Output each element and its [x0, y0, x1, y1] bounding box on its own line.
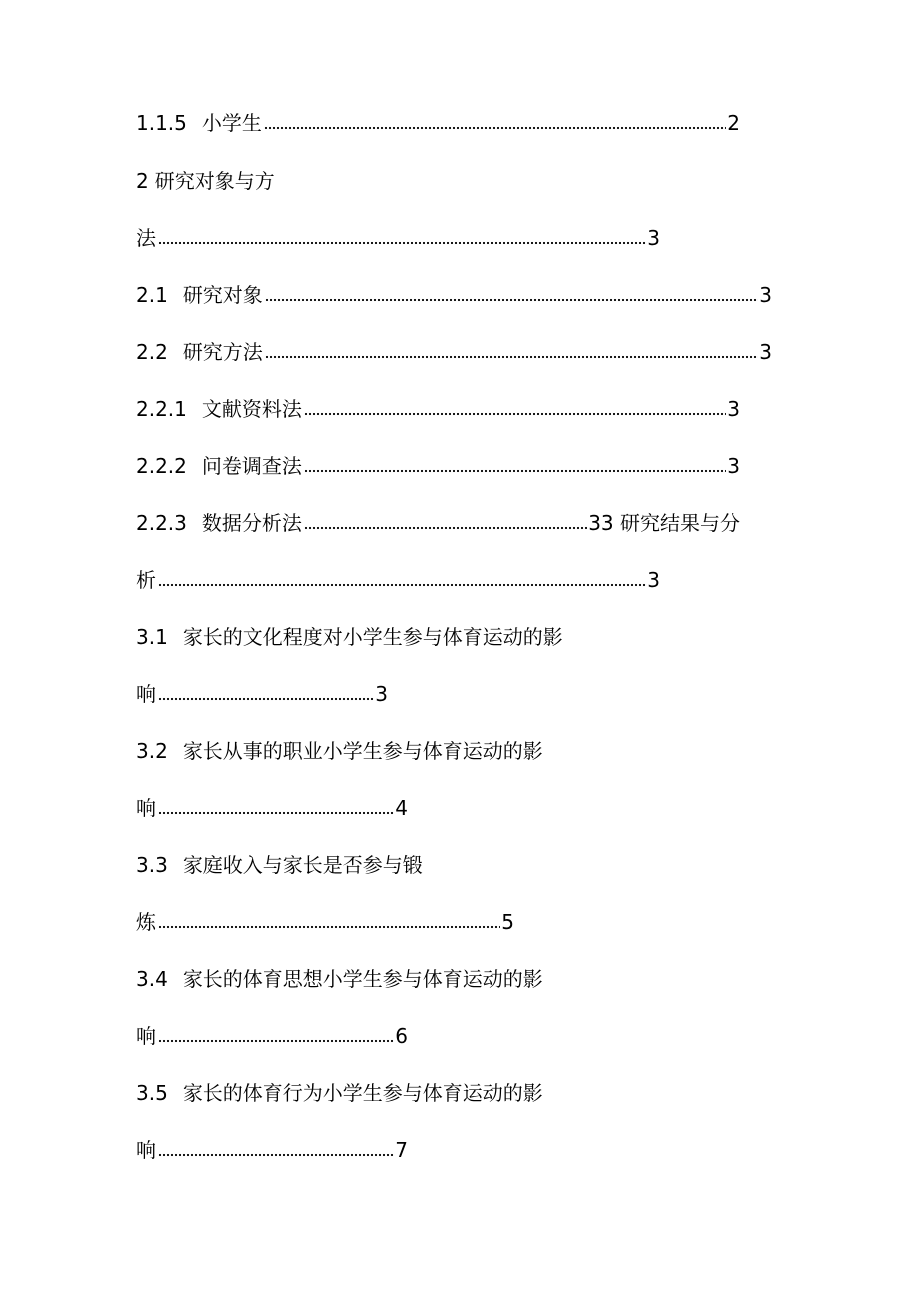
toc-entry-page: 33 研究结果与分 — [588, 511, 740, 535]
toc-entry-number: 3.2 — [136, 739, 168, 763]
toc-entry-title: 家长的体育行为小学生参与体育运动的影 — [182, 1081, 543, 1105]
toc-entry-number: 2.2 — [136, 340, 168, 364]
dot-leader — [158, 1153, 394, 1157]
toc-entry-continuation[interactable] — [136, 567, 660, 593]
dot-leader — [158, 241, 646, 245]
toc-entry-number: 2.2.1 — [136, 397, 187, 421]
dot-leader — [265, 355, 758, 359]
toc-entry[interactable] — [136, 168, 740, 194]
toc-entry-title: 响 — [136, 682, 156, 706]
toc-entry-number: 2.2.2 — [136, 454, 187, 478]
toc-entry[interactable] — [136, 282, 772, 308]
toc-entry[interactable] — [136, 852, 776, 878]
toc-entry-title: 家长的文化程度对小学生参与体育运动的影 — [182, 625, 563, 649]
toc-entry-page: 3 — [647, 226, 660, 250]
toc-entry-title: 法 — [136, 226, 156, 250]
toc-entry-number: 2 — [136, 169, 149, 193]
toc-entry-page: 3 — [727, 397, 740, 421]
toc-entry-title: 家庭收入与家长是否参与锻 — [182, 853, 423, 877]
toc-entry-page: 3 — [375, 682, 388, 706]
toc-entry-title: 炼 — [136, 910, 156, 934]
toc-entry[interactable] — [136, 339, 772, 365]
toc-entry-page: 6 — [395, 1024, 408, 1048]
toc-entry[interactable] — [136, 510, 740, 536]
toc-entry-page: 7 — [395, 1138, 408, 1162]
toc-entry-title: 文献资料法 — [201, 397, 302, 421]
dot-leader — [304, 526, 587, 530]
toc-entry-page: 5 — [501, 910, 514, 934]
toc-entry[interactable] — [136, 624, 776, 650]
toc-entry-title: 析 — [136, 568, 156, 592]
toc-entry-number: 2.1 — [136, 283, 168, 307]
toc-entry-number: 2.2.3 — [136, 511, 187, 535]
toc-entry-continuation[interactable] — [136, 225, 660, 251]
toc-entry[interactable] — [136, 453, 740, 479]
toc-entry[interactable] — [136, 738, 776, 764]
toc-entry[interactable] — [136, 966, 776, 992]
toc-entry-number: 3.3 — [136, 853, 168, 877]
dot-leader — [158, 811, 394, 815]
toc-entry-title: 研究方法 — [182, 340, 263, 364]
toc-entry-continuation[interactable] — [136, 795, 408, 821]
dot-leader — [304, 412, 726, 416]
toc-entry-title: 响 — [136, 1024, 156, 1048]
dot-leader — [304, 469, 726, 473]
toc-entry-page: 3 — [759, 283, 772, 307]
toc-entry-continuation[interactable] — [136, 909, 514, 935]
toc-entry-continuation[interactable] — [136, 1023, 408, 1049]
dot-leader — [158, 697, 374, 701]
toc-entry-title: 研究对象 — [182, 283, 263, 307]
toc-entry-page: 2 — [727, 111, 740, 135]
toc-entry[interactable] — [136, 396, 740, 422]
toc-entry-page: 3 — [727, 454, 740, 478]
toc-entry-title: 家长的体育思想小学生参与体育运动的影 — [182, 967, 543, 991]
toc-entry-page: 3 — [759, 340, 772, 364]
dot-leader — [158, 1039, 394, 1043]
dot-leader — [158, 925, 500, 929]
dot-leader — [264, 126, 726, 130]
toc-entry[interactable] — [136, 110, 740, 136]
dot-leader — [265, 298, 758, 302]
toc-entry-number: 1.1.5 — [136, 111, 187, 135]
toc-entry-title: 问卷调查法 — [201, 454, 302, 478]
toc-entry-number: 3.1 — [136, 625, 168, 649]
toc-entry[interactable] — [136, 1080, 776, 1106]
toc-entry-title: 响 — [136, 796, 156, 820]
dot-leader — [158, 583, 646, 587]
toc-entry-title: 家长从事的职业小学生参与体育运动的影 — [182, 739, 543, 763]
toc-entry-title: 小学生 — [201, 111, 262, 135]
toc-entry-number: 3.5 — [136, 1081, 168, 1105]
toc-entry-title: 响 — [136, 1138, 156, 1162]
toc-entry-continuation[interactable] — [136, 1137, 408, 1163]
toc-entry-continuation[interactable] — [136, 681, 388, 707]
toc-entry-title: 研究对象与方 — [154, 169, 275, 193]
toc-entry-title: 数据分析法 — [201, 511, 302, 535]
toc-entry-page: 3 — [647, 568, 660, 592]
toc-entry-number: 3.4 — [136, 967, 168, 991]
toc-entry-page: 4 — [395, 796, 408, 820]
